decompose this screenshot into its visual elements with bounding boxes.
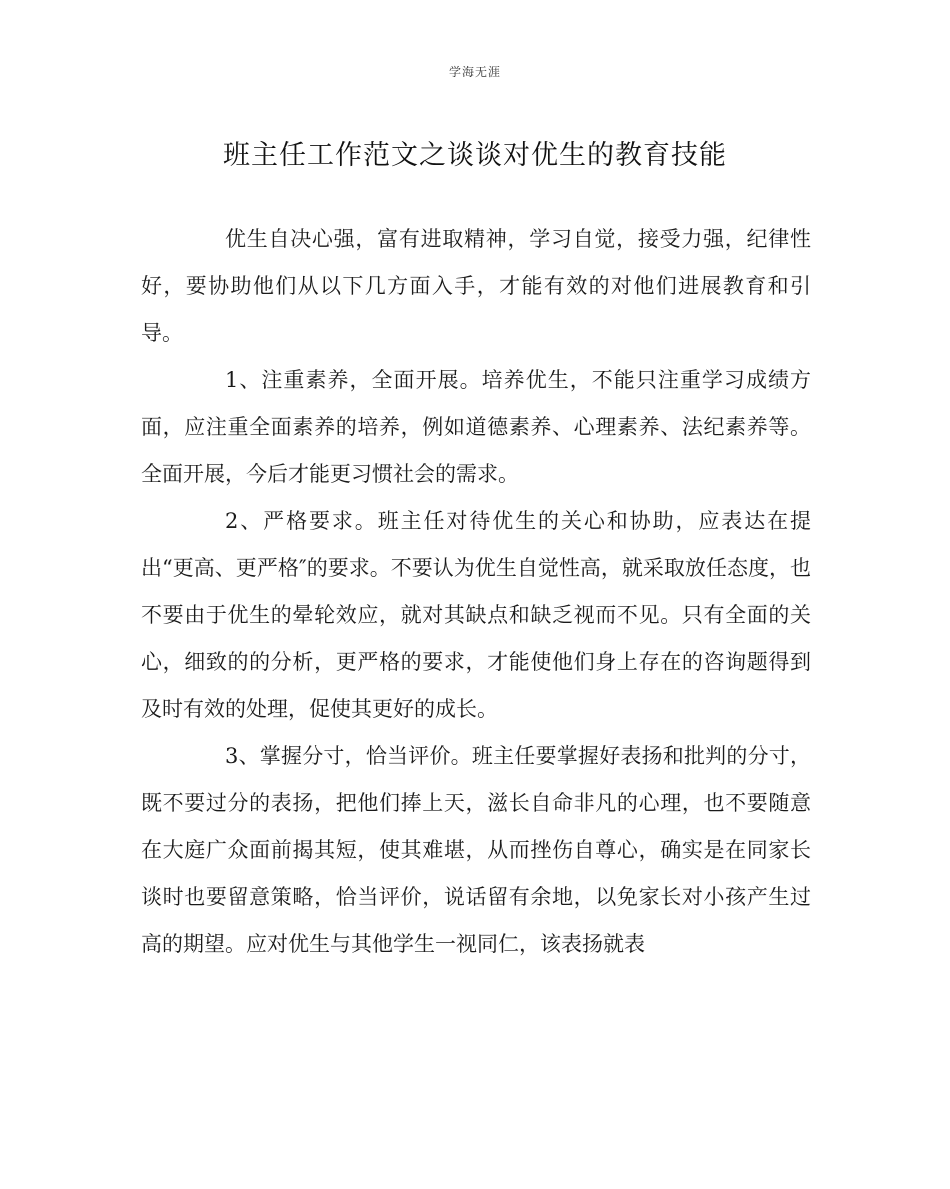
paragraph-intro: 优生自决心强，富有进取精神，学习自觉，接受力强，纪律性好，要协助他们从以下几方面入手，才能有效的对他们进展教育和引导。 [141, 227, 811, 345]
document-title: 班主任工作范文之谈谈对优生的教育技能 [223, 140, 727, 171]
document-body [141, 216, 811, 968]
paragraph-point-2: 2、严格要求。班主任对待优生的关心和协助，应表达在提出“更高、更严格″的要求。不要认为优生自觉性高，就采取放任态度，也不要由于优生的晕轮效应，就对其缺点和缺乏视而不见。只有全面的关心，细致的的分析，更严格的要求，才能使他们身上存在的咨询题得到及时有效的处理，促使其更好的成长。 [141, 509, 811, 721]
page-header: 学海无涯 [448, 65, 501, 79]
paragraph-point-3: 3、掌握分寸，恰当评价。班主任要掌握好表扬和批判的分寸，既不要过分的表扬，把他们捧上天，滋长自命非凡的心理，也不要随意在大庭广众面前揭其短，使其难堪，从而挫伤自尊心，确实是在同家长谈时也要留意策略，恰当评价，说话留有余地，以免家长对小孩产生过高的期望。应对优生与其他学生一视同仁，该表扬就表 [141, 744, 811, 956]
paragraph-point-1: 1、注重素养，全面开展。培养优生，不能只注重学习成绩方面，应注重全面素养的培养，例如道德素养、心理素养、法纪素养等。全面开展，今后才能更习惯社会的需求。 [141, 368, 811, 486]
